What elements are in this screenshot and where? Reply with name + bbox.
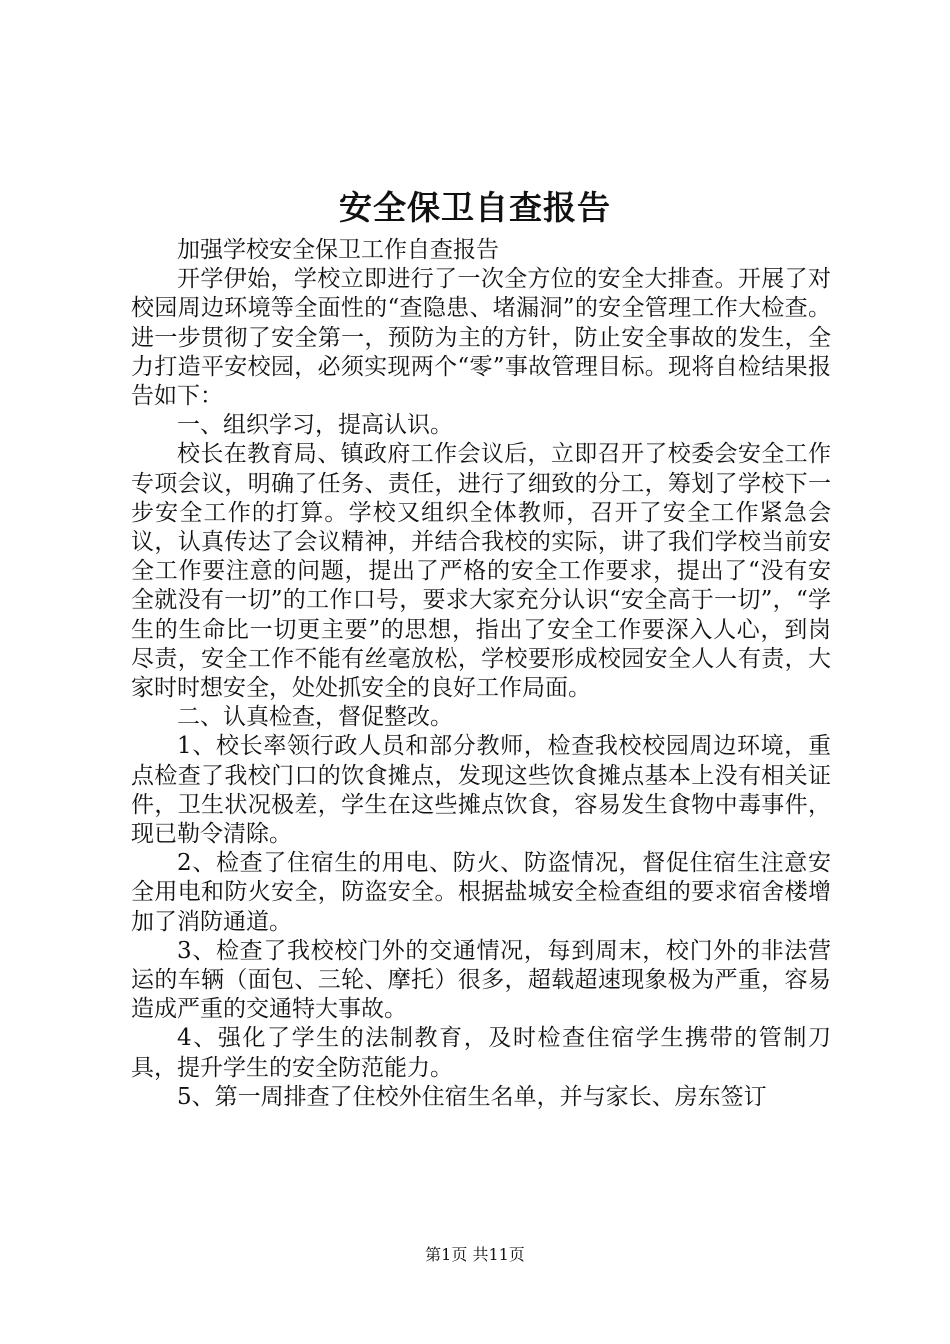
document-title: 安全保卫自查报告 (339, 188, 611, 227)
item-2-paragraph: 2、检查了住宿生的用电、防火、防盗情况，督促住宿生注意安全用电和防火安全，防盗安全。根据盐城安全检查组的要求宿舍楼增加了消防通道。 (131, 850, 831, 935)
section-heading-2: 二、认真检查，督促整改。 (177, 704, 453, 731)
item-4-paragraph: 4、强化了学生的法制教育，及时检查住宿学生携带的管制刀具，提升学生的安全防范能力。 (131, 1025, 831, 1081)
item-1-paragraph: 1、校长率领行政人员和部分教师，检查我校校园周边环境，重点检查了我校门口的饮食摊点，发现这些饮食摊点基本上没有相关证件，卫生状况极差，学生在这些摊点饮食，容易发生食物中毒事件，现已勒令清除。 (131, 733, 831, 848)
item-3-paragraph: 3、检查了我校校门外的交通情况，每到周末，校门外的非法营运的车辆（面包、三轮、摩托）很多，超载超速现象极为严重，容易造成严重的交通特大事故。 (131, 937, 831, 1023)
intro-paragraph: 开学伊始，学校立即进行了一次全方位的安全大排查。开展了对校园周边环境等全面性的“查隐患、堵漏洞”的安全管理工作大检查。进一步贯彻了安全第一，预防为主的方针，防止安全事故的发生，全力打造平安校园，必须实现两个“零”事故管理目标。现将自检结果报告如下： (131, 266, 831, 410)
section-1-paragraph: 校长在教育局、镇政府工作会议后，立即召开了校委会安全工作专项会议，明确了任务、责任，进行了细致的分工，筹划了学校下一步安全工作的打算。学校又组织全体教师，召开了安全工作紧急会议，认真传达了会议精神，并结合我校的实际，讲了我们学校当前安全工作要注意的问题，提出了严格的安全工作要求，提出了“没有安全就没有一切”的工作口号，要求大家充分认识“安全高于一切”，“学生的生命比一切更主要”的思想，指出了安全工作要深入人心，到岗尽责，安全工作不能有丝毫放松，学校要形成校园安全人人有责，大家时时想安全，处处抓安全的良好工作局面。 (131, 441, 831, 702)
item-5-paragraph: 5、第一周排查了住校外住宿生名单，并与家长、房东签订 (177, 1083, 767, 1110)
document-body (131, 236, 831, 1112)
subtitle-paragraph: 加强学校安全保卫工作自查报告 (177, 237, 499, 263)
page-number-footer: 第1页 共11页 (425, 1245, 525, 1264)
section-heading-1: 一、组织学习，提高认识。 (177, 412, 453, 439)
